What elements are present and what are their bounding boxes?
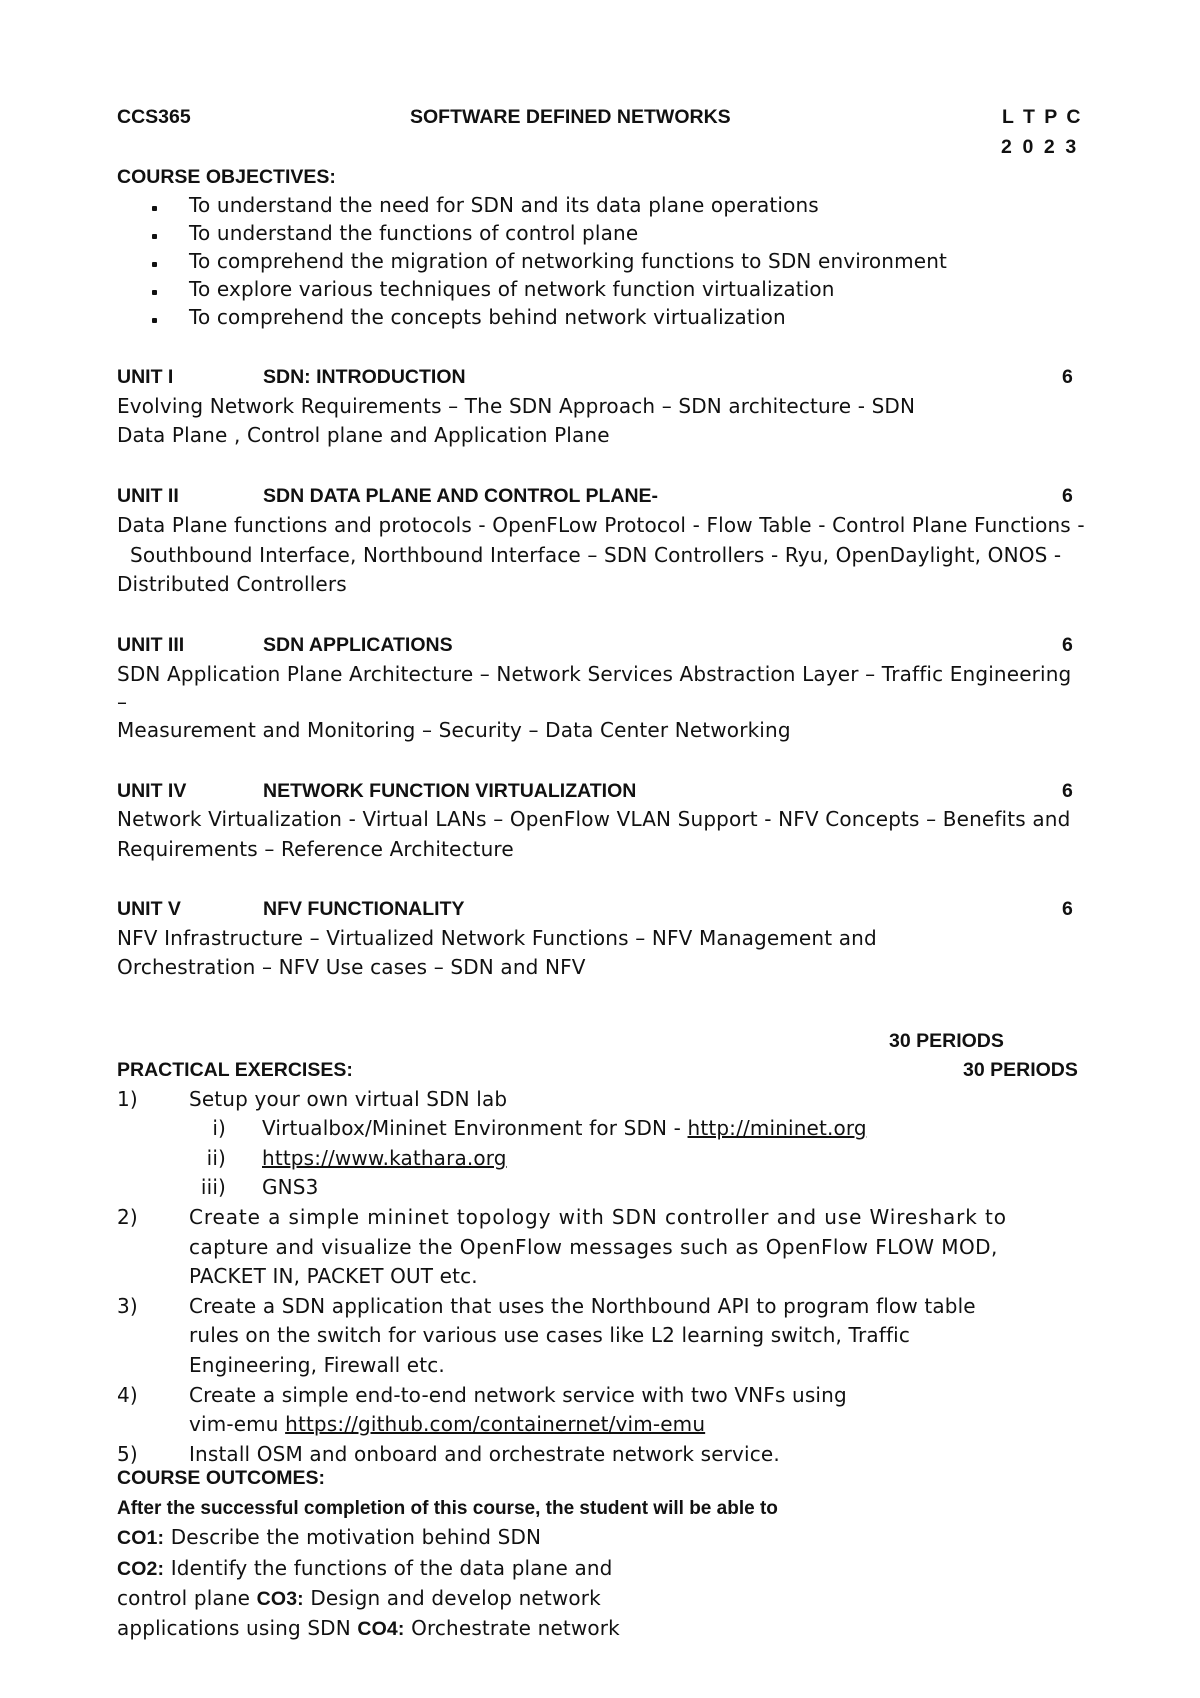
exercise-number: 3): [117, 1294, 138, 1318]
unit-description-line: Distributed Controllers: [117, 572, 347, 596]
sub-item-number: iii): [200, 1175, 226, 1199]
objective-item: To comprehend the migration of networking functions to SDN environment: [189, 249, 948, 273]
exercise-number: 5): [117, 1442, 138, 1466]
outcome-line-text: control plane: [117, 1586, 257, 1610]
exercise-text: Create a simple mininet topology with SDN controller and use Wireshark to: [189, 1205, 1007, 1229]
exercise-text: Create a SDN application that uses the Northbound API to program flow table: [189, 1294, 976, 1318]
course-title: SOFTWARE DEFINED NETWORKS: [410, 106, 731, 128]
unit-description-line: Evolving Network Requirements – The SDN Approach – SDN architecture - SDN: [117, 394, 916, 418]
unit-description-line: Orchestration – NFV Use cases – SDN and NFV: [117, 955, 586, 979]
unit-description-line: Requirements – Reference Architecture: [117, 837, 514, 861]
outcome-line: [117, 1525, 541, 1550]
exercise-text: capture and visualize the OpenFlow messages such as OpenFlow FLOW MOD,: [189, 1235, 998, 1259]
unit-hours: 6: [1062, 634, 1073, 656]
ltpc-values: 2 0 2 3: [1001, 136, 1079, 158]
exercise-text: Create a simple end-to-end network service with two VNFs using: [189, 1383, 847, 1407]
vim-emu-link[interactable]: https://github.com/containernet/vim-emu: [285, 1412, 706, 1436]
exercise-text: rules on the switch for various use cases like L2 learning switch, Traffic: [189, 1323, 910, 1347]
mininet-link[interactable]: http://mininet.org: [687, 1116, 867, 1140]
exercise-text: Setup your own virtual SDN lab: [189, 1087, 508, 1111]
objectives-heading: COURSE OBJECTIVES:: [117, 166, 336, 188]
objective-item: To understand the need for SDN and its data plane operations: [189, 193, 819, 217]
unit-description-line: Measurement and Monitoring – Security – Data Center Networking: [117, 718, 791, 742]
unit-hours: 6: [1062, 898, 1073, 920]
exercise-text-prefix: vim-emu: [189, 1412, 286, 1436]
exercise-text: Engineering, Firewall etc.: [189, 1353, 445, 1377]
objective-item: To explore various techniques of network function virtualization: [189, 277, 835, 301]
unit-title: SDN: INTRODUCTION: [263, 366, 466, 388]
unit-description-line: –: [117, 690, 128, 714]
practical-periods: 30 PERIODS: [963, 1059, 1078, 1081]
course-code: CCS365: [117, 106, 191, 128]
outcomes-intro: After the successful completion of this course, the student will be able to: [117, 1498, 778, 1519]
theory-periods: 30 PERIODS: [889, 1030, 1004, 1052]
unit-title: NETWORK FUNCTION VIRTUALIZATION: [263, 780, 637, 802]
objective-item: To comprehend the concepts behind network virtualization: [189, 305, 786, 329]
co2-text: Identify the functions of the data plane and: [164, 1556, 613, 1580]
sub-item: [262, 1116, 867, 1140]
co3-label: CO3:: [256, 1588, 304, 1610]
unit-description-line: Southbound Interface, Northbound Interface – SDN Controllers - Ryu, OpenDaylight, ONOS -: [117, 543, 1062, 567]
outcomes-heading: COURSE OUTCOMES:: [117, 1467, 326, 1489]
sub-item: [262, 1146, 507, 1170]
exercise-number: 4): [117, 1383, 138, 1407]
co4-text: Orchestrate network: [404, 1616, 620, 1640]
unit-description-line: Network Virtualization - Virtual LANs – OpenFlow VLAN Support - NFV Concepts – Benefits and: [117, 807, 1071, 831]
co4-label: CO4:: [357, 1618, 405, 1640]
sub-item-text: GNS3: [262, 1175, 319, 1199]
unit-hours: 6: [1062, 780, 1073, 802]
co2-label: CO2:: [117, 1558, 165, 1580]
bullet-icon: [152, 318, 157, 323]
bullet-icon: [152, 262, 157, 267]
unit-description-line: NFV Infrastructure – Virtualized Network Functions – NFV Management and: [117, 926, 877, 950]
bullet-icon: [152, 234, 157, 239]
unit-title: SDN DATA PLANE AND CONTROL PLANE-: [263, 485, 659, 507]
co3-text: Design and develop network: [303, 1586, 601, 1610]
practical-heading: PRACTICAL EXERCISES:: [117, 1059, 353, 1081]
unit-description-line: SDN Application Plane Architecture – Network Services Abstraction Layer – Traffic Engineering: [117, 662, 1072, 686]
outcome-line: [117, 1586, 601, 1611]
unit-title: NFV FUNCTIONALITY: [263, 898, 465, 920]
sub-item-text: Virtualbox/Mininet Environment for SDN -: [262, 1116, 688, 1140]
outcome-line-text: applications using SDN: [117, 1616, 358, 1640]
kathara-link[interactable]: https://www.kathara.org: [262, 1146, 507, 1170]
outcome-line: [117, 1616, 620, 1641]
exercise-text: [189, 1412, 705, 1436]
unit-description-line: Data Plane functions and protocols - OpenFLow Protocol - Flow Table - Control Plane Functions -: [117, 513, 1085, 537]
unit-number: UNIT I: [117, 366, 174, 388]
ltpc-label: L T P C: [1002, 106, 1083, 128]
bullet-icon: [152, 290, 157, 295]
bullet-icon: [152, 206, 157, 211]
unit-number: UNIT II: [117, 485, 179, 507]
objective-item: To understand the functions of control plane: [189, 221, 639, 245]
unit-description-line: Data Plane , Control plane and Application Plane: [117, 423, 610, 447]
unit-title: SDN APPLICATIONS: [263, 634, 453, 656]
unit-hours: 6: [1062, 366, 1073, 388]
exercise-text: PACKET IN, PACKET OUT etc.: [189, 1264, 478, 1288]
unit-number: UNIT V: [117, 898, 181, 920]
unit-hours: 6: [1062, 485, 1073, 507]
exercise-text: Install OSM and onboard and orchestrate network service.: [189, 1442, 780, 1466]
unit-number: UNIT IV: [117, 780, 187, 802]
outcome-line: [117, 1556, 613, 1581]
unit-number: UNIT III: [117, 634, 185, 656]
exercise-number: 2): [117, 1205, 138, 1229]
exercise-number: 1): [117, 1087, 138, 1111]
sub-item-number: i): [212, 1116, 226, 1140]
sub-item-number: ii): [206, 1146, 226, 1170]
co1-text: Describe the motivation behind SDN: [164, 1525, 542, 1549]
co1-label: CO1:: [117, 1527, 165, 1549]
